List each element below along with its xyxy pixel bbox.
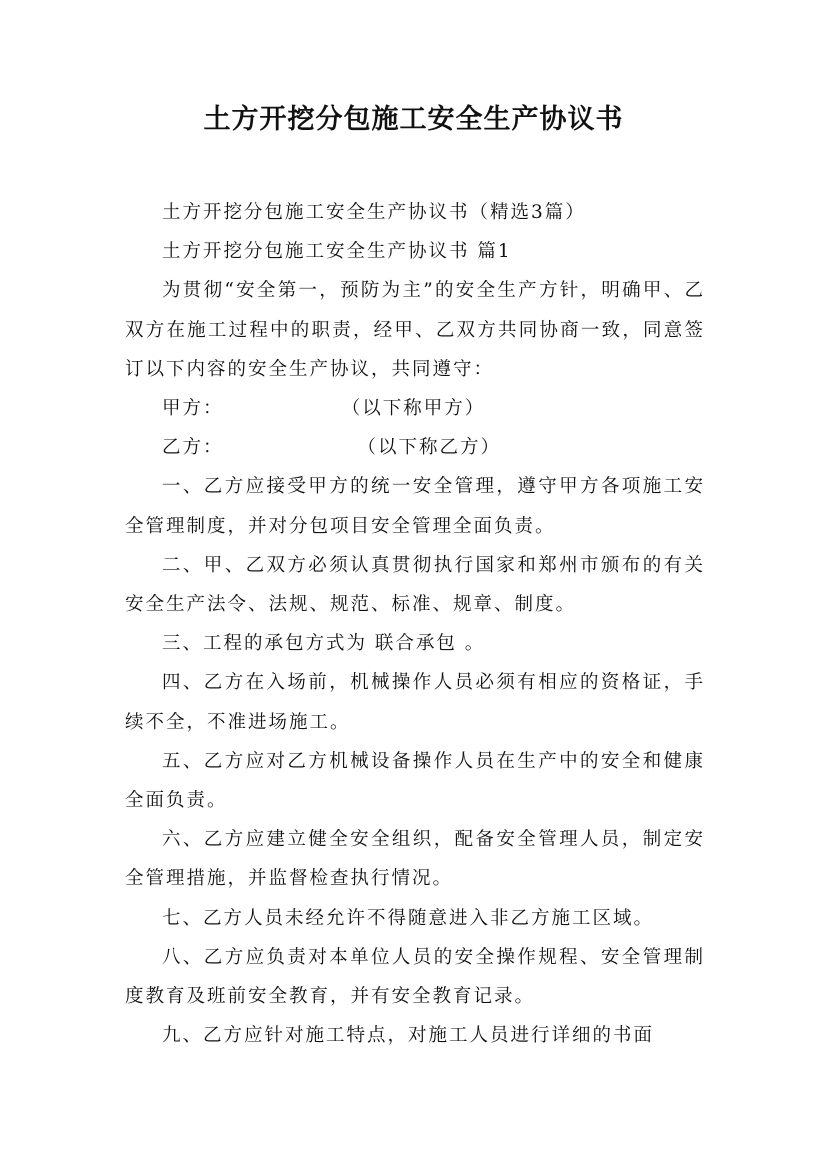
clause-6: 六、乙方应建立健全安全组织，配备安全管理人员，制定安全管理措施，并监督检查执行情况。	[125, 829, 705, 890]
clause-4: 四、乙方在入场前，机械操作人员必须有相应的资格证，手续不全，不准进场施工。	[125, 672, 705, 733]
clause-7: 七、乙方人员未经允许不得随意进入非乙方施工区域。	[162, 907, 655, 929]
document-title: 土方开挖分包施工安全生产协议书	[203, 104, 624, 135]
party-b-line: 乙方： （以下称乙方）	[162, 437, 501, 459]
clause-5: 五、乙方应对乙方机械设备操作人员在生产中的安全和健康全面负责。	[125, 750, 705, 812]
intro-paragraph: 为贯彻“安全第一，预防为主”的安全生产方针，明确甲、乙双方在施工过程中的职责，经甲、乙双方共同协商一致，同意签订以下内容的安全生产协议，共同遵守：	[125, 280, 705, 380]
clause-9: 九、乙方应针对施工特点，对施工人员进行详细的书面	[162, 1025, 655, 1047]
section-heading: 土方开挖分包施工安全生产协议书 篇1	[162, 241, 512, 263]
party-a-line: 甲方： （以下称甲方）	[162, 398, 486, 420]
clause-2: 二、甲、乙双方必须认真贯彻执行国家和郑州市颁布的有关安全生产法令、法规、规范、标准、规章、制度。	[125, 554, 705, 616]
document-body	[125, 193, 705, 1055]
clause-1: 一、乙方应接受甲方的统一安全管理，遵守甲方各项施工安全管理制度，并对分包项目安全管理全面负责。	[125, 476, 705, 537]
document-subtitle: 土方开挖分包施工安全生产协议书（精选3篇）	[162, 202, 586, 223]
clause-8: 八、乙方应负责对本单位人员的安全操作规程、安全管理制度教育及班前安全教育，并有安全教育记录。	[125, 946, 705, 1008]
clause-3: 三、工程的承包方式为 联合承包 。	[162, 633, 486, 655]
